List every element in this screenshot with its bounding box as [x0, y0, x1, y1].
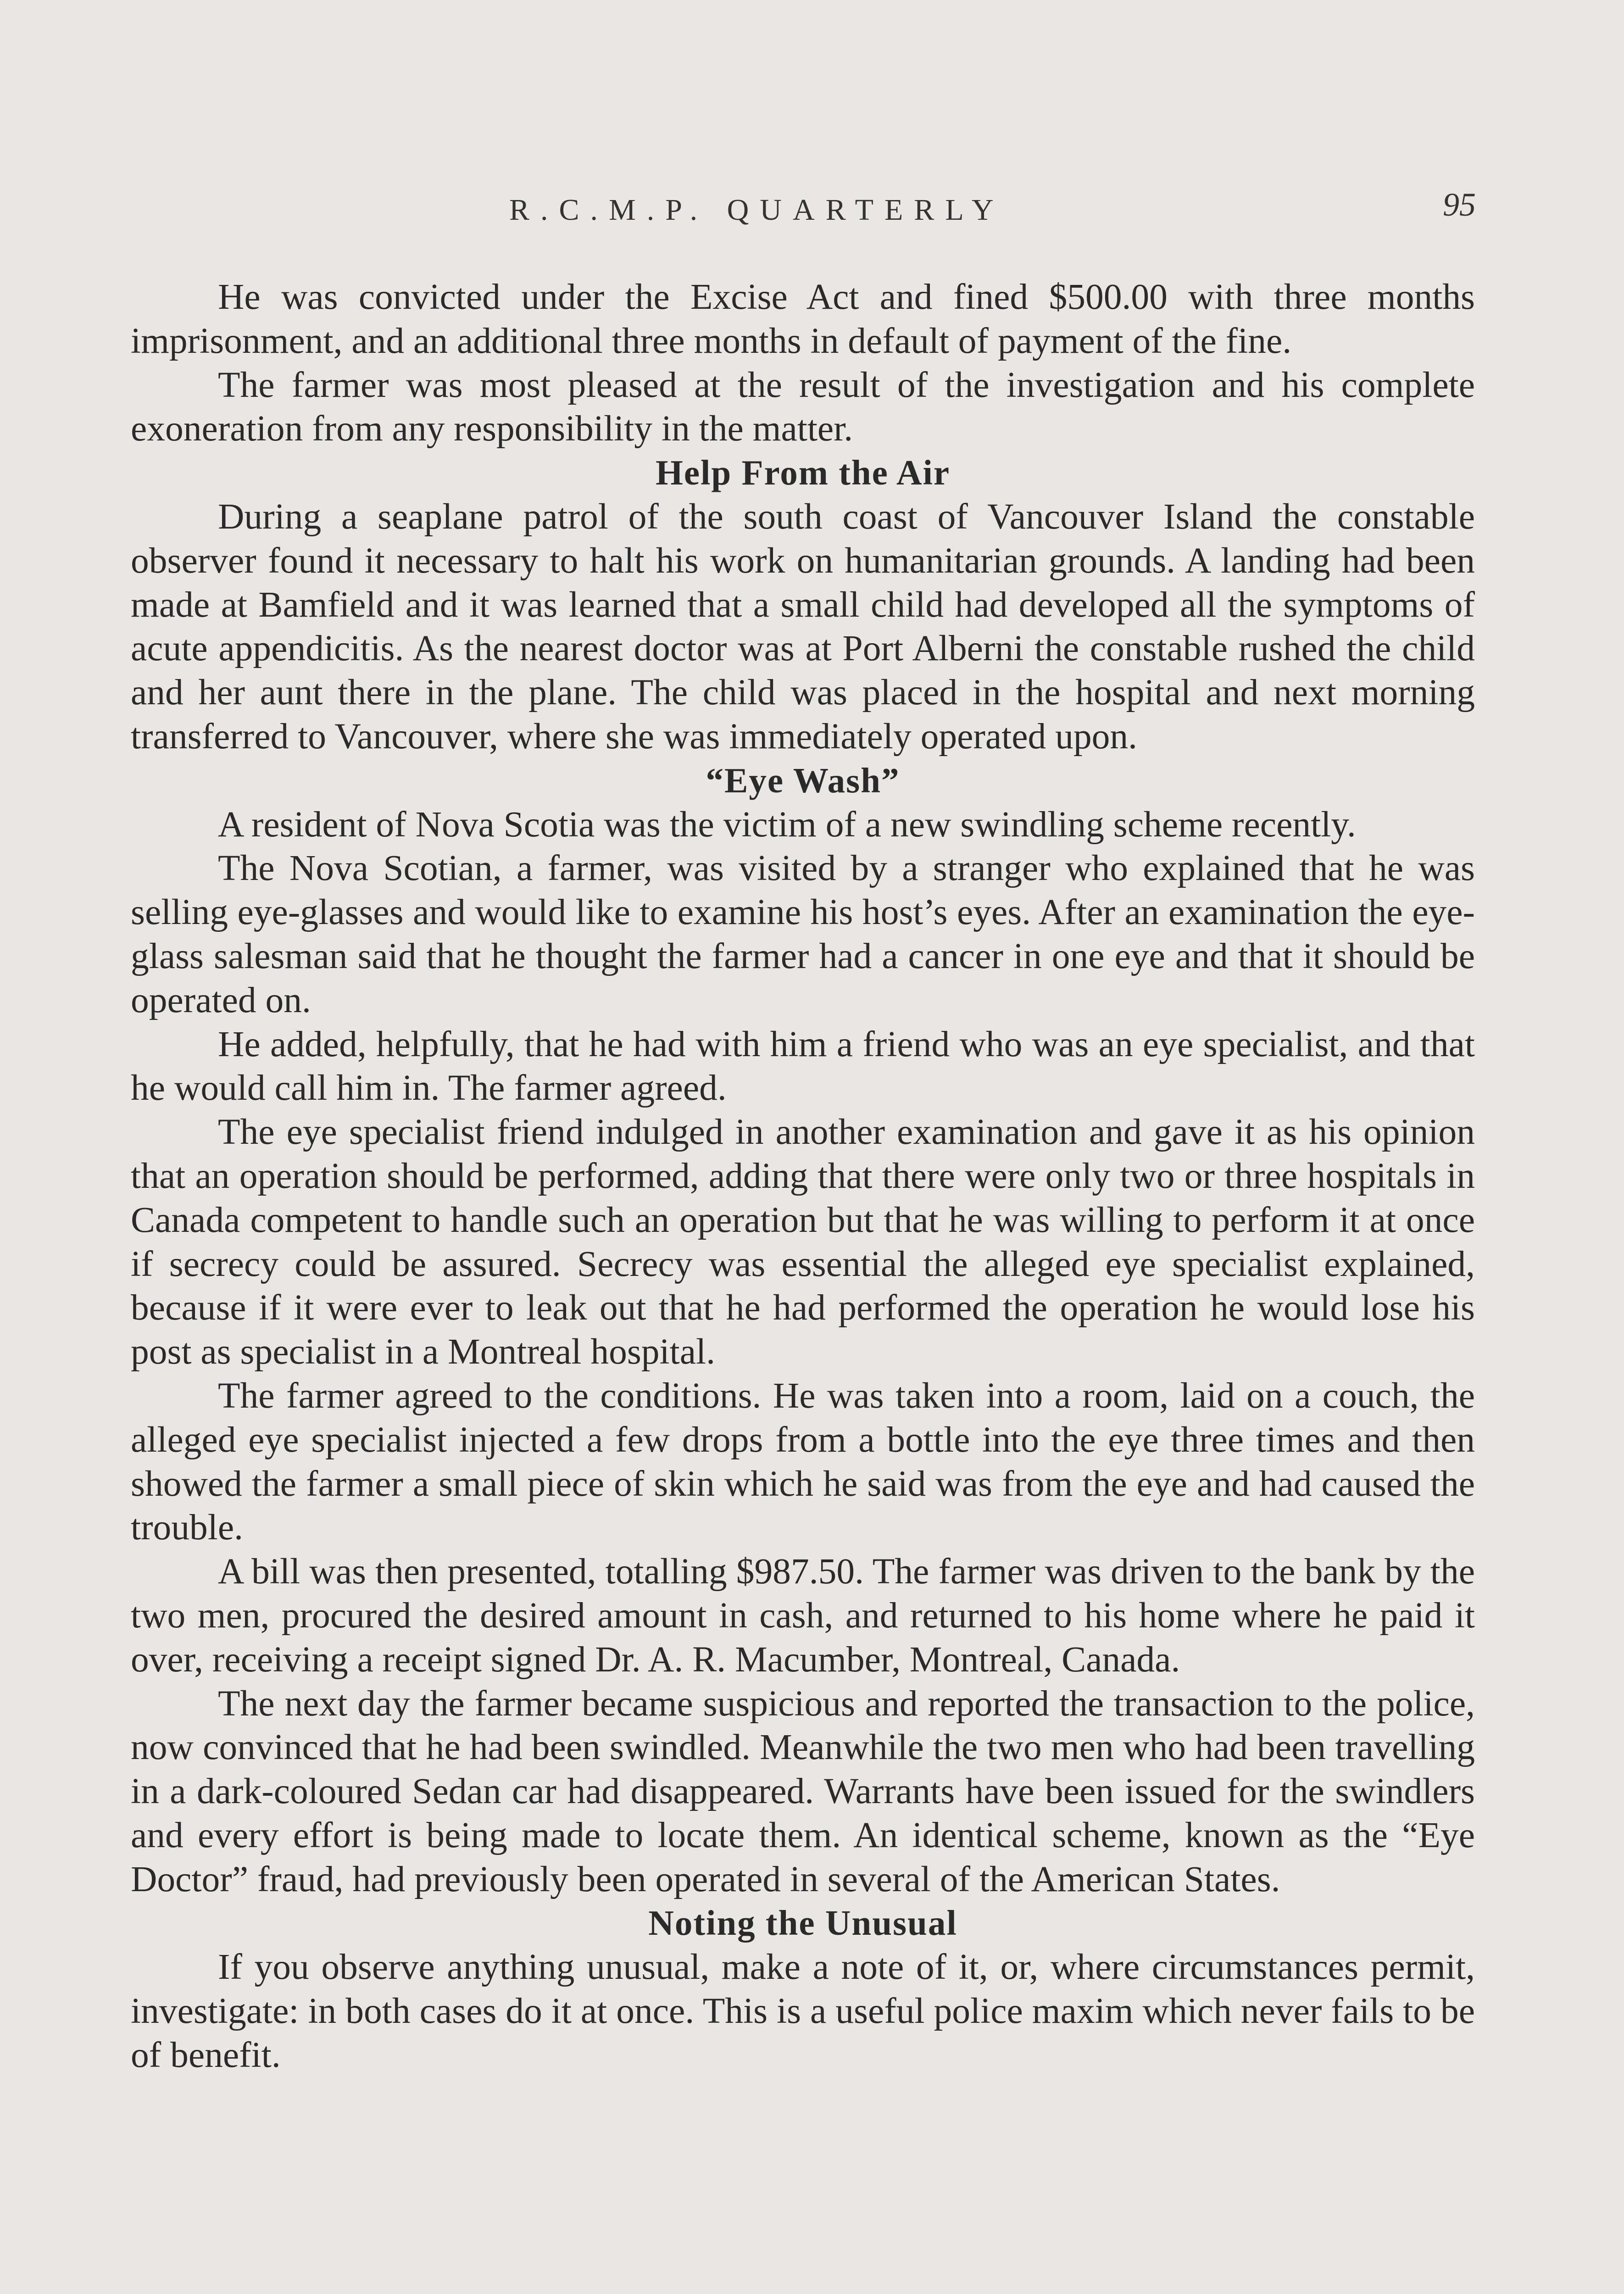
paragraph: The next day the farmer became suspicious and reported the transaction to the police, now convinced that he had been swindled. Meanwhile the two men who had been travelling in a dark-coloured Sedan car had disappeared. Warrants have been issued for the swindlers and every effort is being made to locate them. An identical scheme, known as the “Eye Doctor” fraud, had previously been operated in several of the American States. — [131, 1683, 1475, 1899]
paragraph: He added, helpfully, that he had with him a friend who was an eye specialist, and that he would call him in. The farmer agreed. — [131, 1024, 1475, 1108]
paragraph: The eye specialist friend indulged in another examination and gave it as his opinion that an operation should be performed, adding that there were only two or three hospitals in Canada competent to handle such an operation but that he was willing to perform it at once if secrecy could be assured. Secrecy was essential the alleged eye specialist explained, because if it were ever to leak out that he had performed the operation he would lose his post as specialist in a Montreal hospital. — [131, 1112, 1475, 1372]
paragraph: If you observe anything unusual, make a note of it, or, where circumstances permit, investigate: in both cases do it at once. This is a useful police maxim which never fails to be of benefit. — [131, 1947, 1475, 2075]
paragraph: The farmer agreed to the conditions. He was taken into a room, laid on a couch, the alleged eye specialist injected a few drops from a bottle into the eye three times and then showed the farmer a small piece of skin which he said was from the eye and had caused the trouble. — [131, 1375, 1475, 1548]
paragraph: A resident of Nova Scotia was the victim of a new swindling scheme recently. — [218, 804, 1356, 845]
paragraph: The farmer was most pleased at the result of the investigation and his complete exoneration from any responsibility in the matter. — [131, 364, 1475, 449]
section-heading: Help From the Air — [655, 453, 951, 493]
section-heading: Noting the Unusual — [648, 1903, 957, 1943]
paragraph: The Nova Scotian, a farmer, was visited by a stranger who explained that he was selling eye-glasses and would like to examine his host’s eyes. After an examination the eye-glass salesman said that he thought the farmer had a cancer in one eye and that it should be operated on. — [131, 848, 1475, 1020]
section-heading: “Eye Wash” — [706, 760, 900, 800]
article-body — [131, 275, 1475, 2077]
paragraph: A bill was then presented, totalling $987.50. The farmer was driven to the bank by the two men, procured the desired amount in cash, and returned to his home where he paid it over, receiving a receipt signed Dr. A. R. Macumber, Montreal, Canada. — [131, 1551, 1475, 1680]
page-number: 95 — [1443, 186, 1476, 223]
paragraph: During a seaplane patrol of the south coast of Vancouver Island the constable observer found it necessary to halt his work on humanitarian grounds. A landing had been made at Bamfield and it was learned that a small child had developed all the symptoms of acute appendicitis. As the nearest doctor was at Port Alberni the constable rushed the child and her aunt there in the plane. The child was placed in the hospital and next morning transferred to Vancouver, where she was immediately operated upon. — [131, 496, 1475, 757]
paragraph: He was convicted under the Excise Act and fined $500.00 with three months imprisonment, and an additional three months in default of payment of the fine. — [131, 277, 1475, 361]
running-title: R.C.M.P. QUARTERLY — [509, 193, 1005, 227]
